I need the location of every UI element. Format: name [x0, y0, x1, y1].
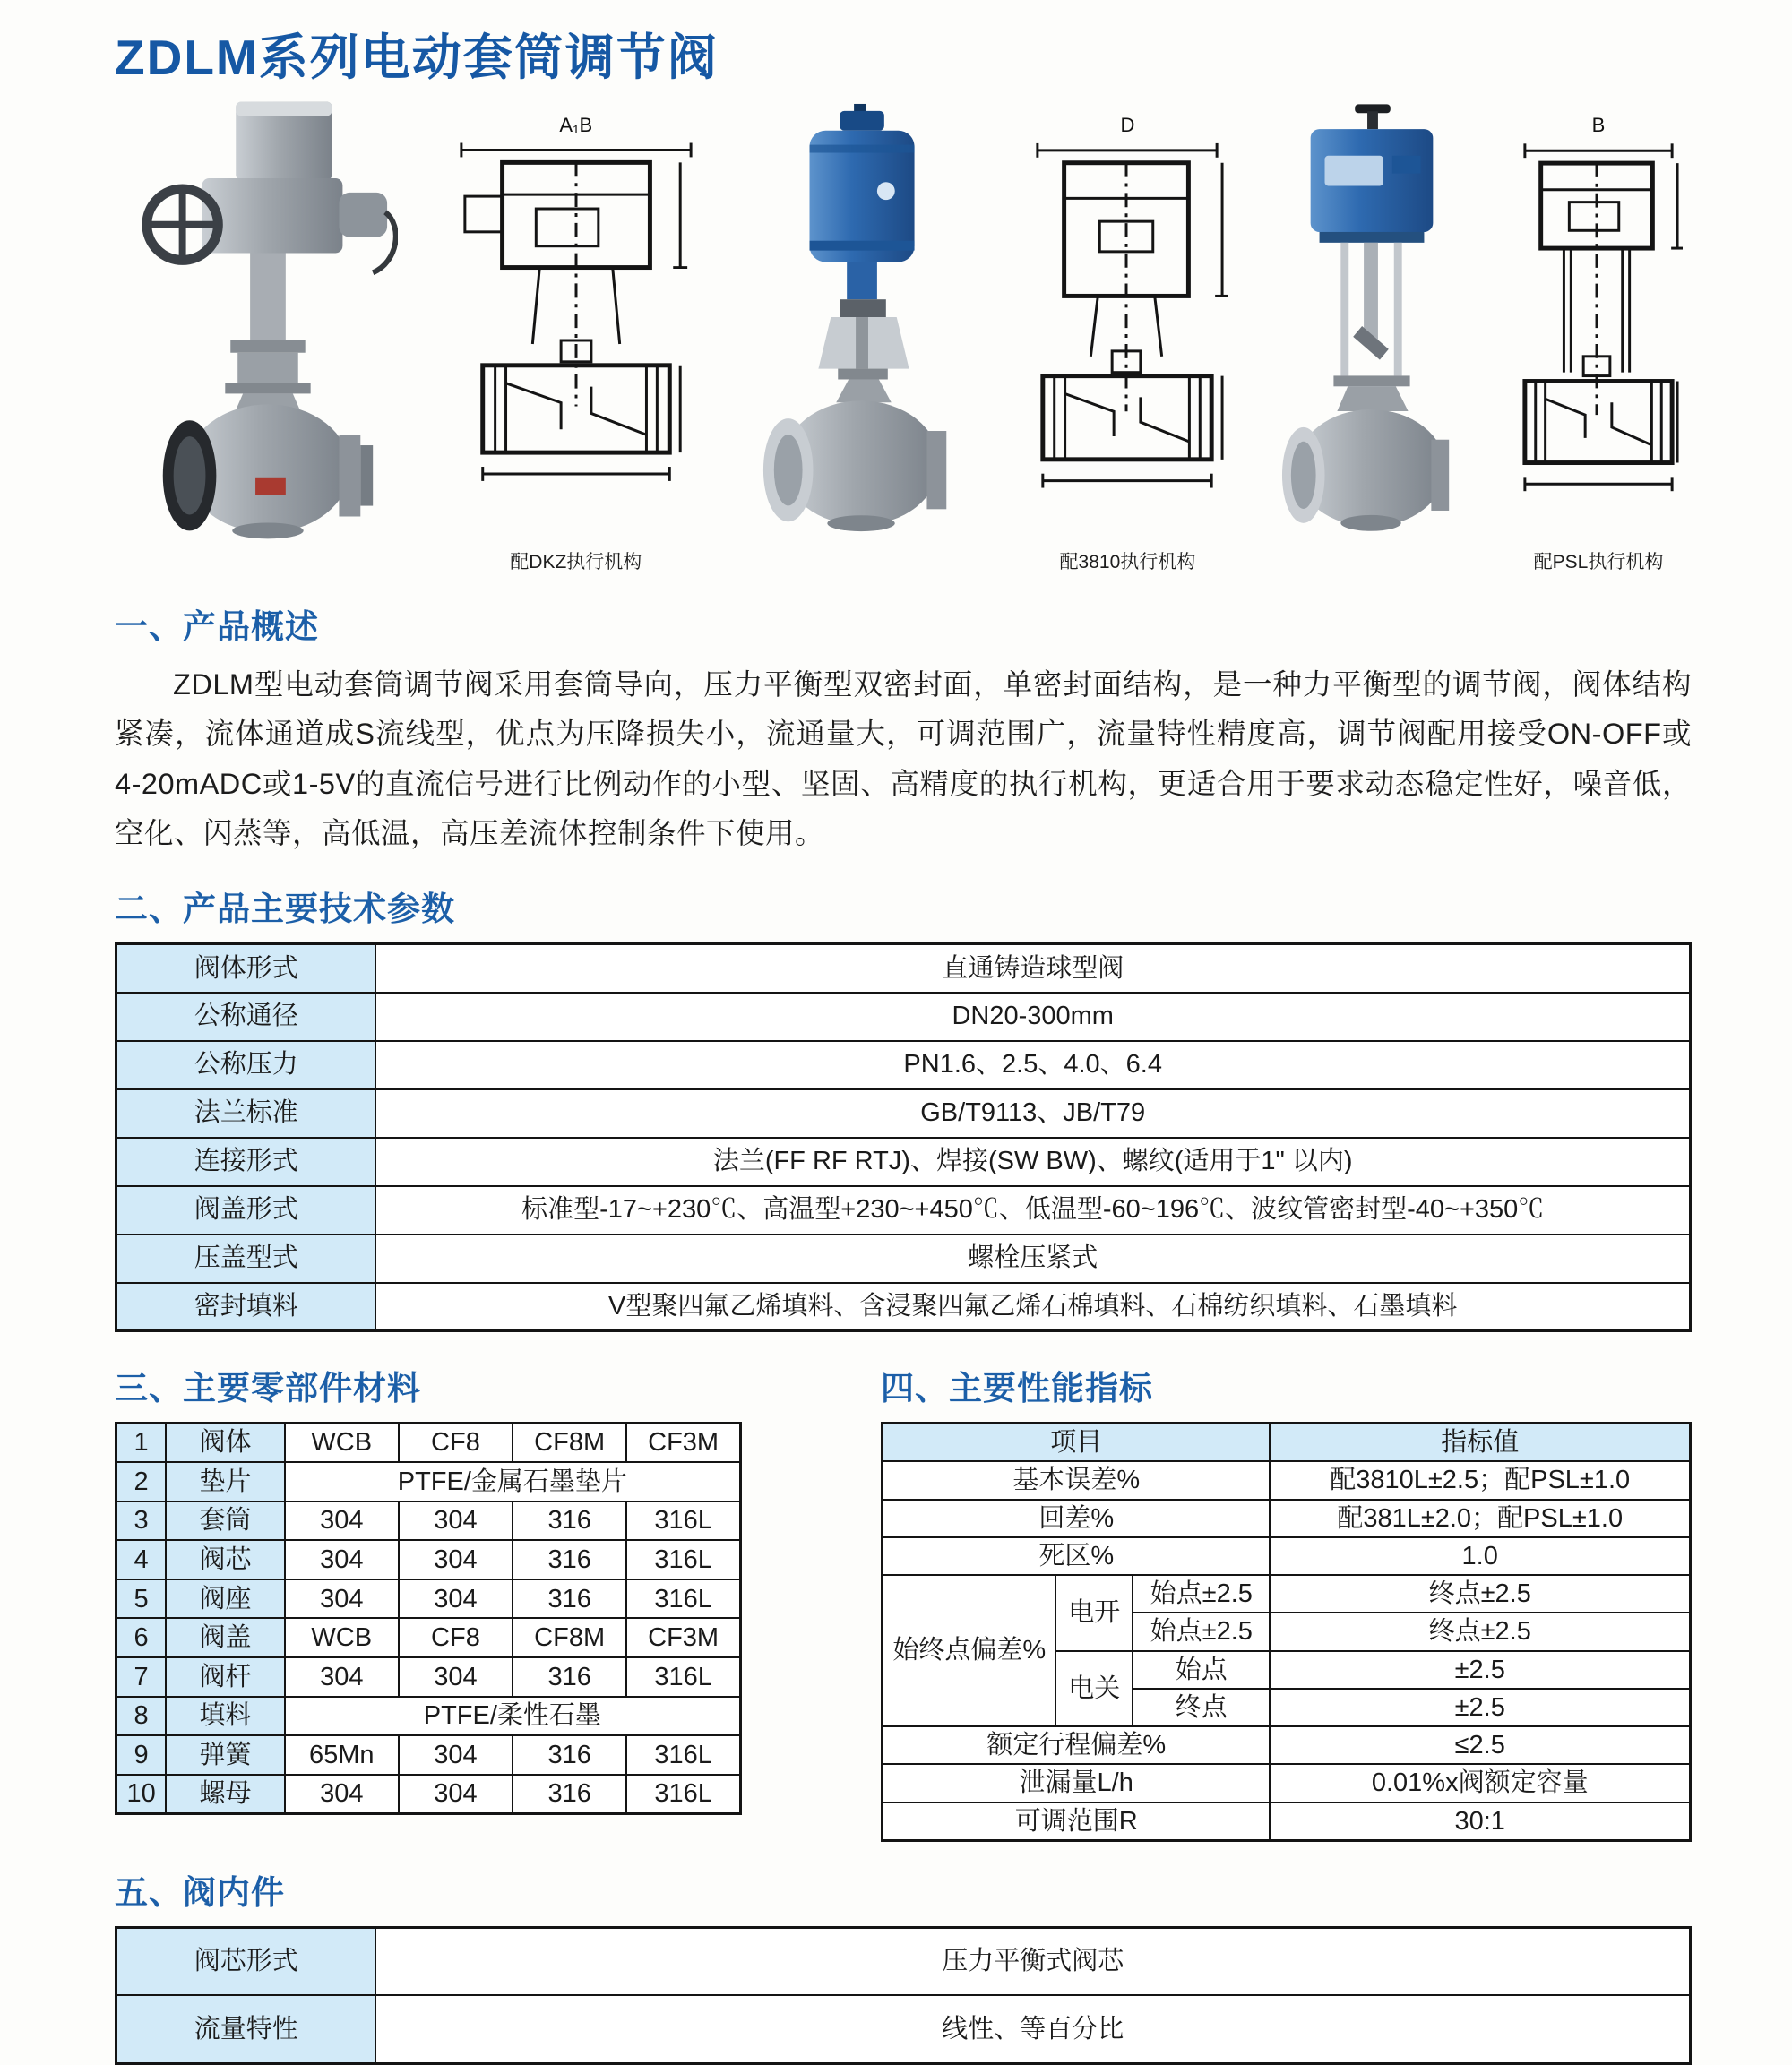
table-cell: ≤2.5 [1270, 1726, 1690, 1764]
table-cell: 316 [513, 1540, 626, 1579]
trim-table [115, 1926, 1692, 2065]
materials-column [115, 1338, 742, 1815]
table-cell: 304 [399, 1579, 513, 1619]
row-number-cell: 4 [116, 1540, 167, 1579]
performance-column [881, 1338, 1692, 1842]
mode-cell: 电关 [1055, 1651, 1133, 1727]
valve-drawing-psl-image [1514, 139, 1683, 540]
table-cell: 304 [399, 1657, 513, 1697]
table-cell: 标准型-17~+230℃、高温型+230~+450℃、低温型-60~196℃、波纹管密封型-40~+350℃ [375, 1186, 1690, 1235]
table-row [116, 1697, 741, 1736]
table-row [116, 1089, 1691, 1138]
table-cell: CF8 [399, 1618, 513, 1657]
row-number-cell: 5 [116, 1579, 167, 1619]
table-cell: 线性、等百分比 [375, 1995, 1690, 2063]
table-cell: PTFE/柔性石墨 [285, 1697, 741, 1736]
table-cell: 316 [513, 1657, 626, 1697]
table-row [116, 1283, 1691, 1331]
valve-photo-dkz [131, 94, 398, 576]
part-name-cell: 弹簧 [166, 1735, 284, 1775]
table-row [883, 1575, 1691, 1613]
row-number-cell: 6 [116, 1618, 167, 1657]
valve-photo-3810-image [754, 103, 977, 540]
row-label-cell: 连接形式 [116, 1138, 376, 1186]
valve-drawing-dkz-image [447, 139, 705, 540]
valve-drawing-psl [1514, 114, 1683, 576]
table-row [116, 1657, 741, 1697]
table-row [116, 1424, 741, 1463]
row-label-cell: 流量特性 [116, 1995, 376, 2063]
row-label-cell: 回差% [883, 1500, 1271, 1537]
table-cell: DN20-300mm [375, 993, 1690, 1041]
part-name-cell: 阀芯 [166, 1540, 284, 1579]
section1-heading: 一、产品概述 [115, 608, 319, 645]
column-header-item: 项目 [883, 1424, 1271, 1462]
row-label-cell: 死区% [883, 1537, 1271, 1575]
valve-drawing-dkz [447, 114, 705, 576]
table-cell: 304 [285, 1579, 399, 1619]
product-figures [115, 92, 1692, 576]
overview-paragraph: ZDLM型电动套筒调节阀采用套筒导向，压力平衡型双密封面，单密封面结构，是一种力平衡型的调节阀，阀体结构紧凑，流体通道成S流线型，优点为压降损失小，流通量大，可调范围广，流量特性精度高，调节阀配用接受ON-OFF或4-20mADC或1-5V的直流信号进行比例动作的小型、坚固、高精度的执行机构，更适合用于要求动态稳定性好，噪音低，空化、闪蒸等，高低温，高压差流体控制条件下使用。 [115, 668, 1692, 849]
row-label-cell: 公称通径 [116, 993, 376, 1041]
table-row [116, 1462, 741, 1501]
materials-table [115, 1422, 742, 1815]
table-row [883, 1537, 1691, 1575]
table-row [116, 1041, 1691, 1089]
row-label-cell: 公称压力 [116, 1041, 376, 1089]
sub-label-cell: 始点±2.5 [1133, 1613, 1270, 1650]
table-cell: 316 [513, 1579, 626, 1619]
table-row [883, 1803, 1691, 1841]
page-title: ZDLM系列电动套筒调节阀 [115, 30, 719, 85]
table-cell: 0.01%x阀额定容量 [1270, 1764, 1690, 1802]
valve-photo-3810 [754, 103, 977, 576]
performance-table [881, 1422, 1692, 1842]
table-cell: 配381L±2.0；配PSL±1.0 [1270, 1500, 1690, 1537]
column-header-value: 指标值 [1270, 1424, 1690, 1462]
table-row [116, 1501, 741, 1541]
table-cell: PN1.6、2.5、4.0、6.4 [375, 1041, 1690, 1089]
table-cell: 316L [626, 1540, 740, 1579]
table-row [116, 1540, 741, 1579]
row-label-cell: 阀盖形式 [116, 1186, 376, 1235]
table-cell: 配3810L±2.5；配PSL±1.0 [1270, 1461, 1690, 1499]
table-cell: 304 [399, 1501, 513, 1541]
row-label-cell: 压盖型式 [116, 1235, 376, 1283]
row-label-cell: 密封填料 [116, 1283, 376, 1331]
table-cell: 终点±2.5 [1270, 1575, 1690, 1613]
part-name-cell: 螺母 [166, 1775, 284, 1814]
table-row [116, 1618, 741, 1657]
table-cell: 304 [285, 1657, 399, 1697]
row-label-cell: 法兰标准 [116, 1089, 376, 1138]
table-cell: 304 [399, 1735, 513, 1775]
section2-heading: 二、产品主要技术参数 [115, 891, 455, 927]
table-row [883, 1764, 1691, 1802]
section3-heading: 三、主要零部件材料 [115, 1370, 421, 1407]
table-cell: 法兰(FF RF RTJ)、焊接(SW BW)、螺纹(适用于1" 以内) [375, 1138, 1690, 1186]
valve-photo-dkz-image [131, 94, 398, 540]
table-cell: CF8 [399, 1424, 513, 1463]
row-number-cell: 9 [116, 1735, 167, 1775]
table-row [116, 944, 1691, 993]
table-cell: 螺栓压紧式 [375, 1235, 1690, 1283]
row-label-cell: 额定行程偏差% [883, 1726, 1271, 1764]
table-row [116, 1927, 1691, 1995]
row-number-cell: 3 [116, 1501, 167, 1541]
row-number-cell: 8 [116, 1697, 167, 1736]
row-number-cell: 7 [116, 1657, 167, 1697]
part-name-cell: 垫片 [166, 1462, 284, 1501]
valve-photo-psl-image [1279, 103, 1465, 540]
mode-cell: 电开 [1055, 1575, 1133, 1651]
part-name-cell: 阀杆 [166, 1657, 284, 1697]
table-cell: 316L [626, 1735, 740, 1775]
table-cell: ±2.5 [1270, 1651, 1690, 1689]
figure-caption: 配PSL执行机构 [1533, 552, 1664, 572]
table-row [116, 1186, 1691, 1235]
row-number-cell: 2 [116, 1462, 167, 1501]
table-cell: V型聚四氟乙烯填料、含浸聚四氟乙烯石棉填料、石棉纺织填料、石墨填料 [375, 1283, 1690, 1331]
table-cell: CF8M [513, 1618, 626, 1657]
row-label-cell: 泄漏量L/h [883, 1764, 1271, 1802]
table-cell: 316 [513, 1501, 626, 1541]
sub-label-cell: 终点 [1133, 1689, 1270, 1726]
valve-drawing-3810 [1025, 114, 1229, 576]
section5-heading: 五、阀内件 [115, 1873, 285, 1911]
table-cell: CF3M [626, 1424, 740, 1463]
table-cell: GB/T9113、JB/T79 [375, 1089, 1690, 1138]
part-name-cell: 填料 [166, 1697, 284, 1736]
table-cell: 1.0 [1270, 1537, 1690, 1575]
table-cell: 30:1 [1270, 1803, 1690, 1841]
table-cell: 316L [626, 1657, 740, 1697]
two-column-block [115, 1338, 1692, 1842]
section4-heading: 四、主要性能指标 [881, 1370, 1153, 1407]
part-name-cell: 阀盖 [166, 1618, 284, 1657]
table-row [116, 1735, 741, 1775]
table-cell: 316L [626, 1501, 740, 1541]
table-cell: 304 [399, 1540, 513, 1579]
table-cell: WCB [285, 1618, 399, 1657]
table-row [116, 993, 1691, 1041]
table-row [116, 1775, 741, 1814]
part-name-cell: 阀体 [166, 1424, 284, 1463]
table-cell: 304 [285, 1540, 399, 1579]
part-name-cell: 阀座 [166, 1579, 284, 1619]
table-cell: 316 [513, 1735, 626, 1775]
table-cell: 316L [626, 1775, 740, 1814]
table-cell: 终点±2.5 [1270, 1613, 1690, 1650]
table-cell: 304 [399, 1775, 513, 1814]
dimension-label: B [1591, 114, 1606, 136]
sub-label-cell: 始点±2.5 [1133, 1575, 1270, 1613]
part-name-cell: 套筒 [166, 1501, 284, 1541]
table-cell: CF8M [513, 1424, 626, 1463]
table-row [883, 1424, 1691, 1462]
row-label-cell: 阀体形式 [116, 944, 376, 993]
valve-drawing-3810-image [1025, 139, 1229, 540]
table-row [883, 1461, 1691, 1499]
table-row [116, 1235, 1691, 1283]
table-cell: WCB [285, 1424, 399, 1463]
dimension-label: A₁B [559, 114, 593, 136]
table-cell: 304 [285, 1501, 399, 1541]
table-cell: 316 [513, 1775, 626, 1814]
table-row [883, 1500, 1691, 1537]
table-cell: CF3M [626, 1618, 740, 1657]
table-cell: 65Mn [285, 1735, 399, 1775]
table-cell: 304 [285, 1775, 399, 1814]
table-cell: 压力平衡式阀芯 [375, 1927, 1690, 1995]
table-cell: ±2.5 [1270, 1689, 1690, 1726]
table-row [116, 1995, 1691, 2063]
tech-params-table [115, 942, 1692, 1332]
table-row [883, 1726, 1691, 1764]
valve-photo-psl [1279, 103, 1465, 576]
sub-label-cell: 始点 [1133, 1651, 1270, 1689]
row-label-cell: 可调范围R [883, 1803, 1271, 1841]
row-label-cell: 阀芯形式 [116, 1927, 376, 1995]
row-number-cell: 1 [116, 1424, 167, 1463]
table-cell: PTFE/金属石墨垫片 [285, 1462, 741, 1501]
row-number-cell: 10 [116, 1775, 167, 1814]
figure-caption: 配DKZ执行机构 [510, 552, 642, 572]
row-label-cell: 基本误差% [883, 1461, 1271, 1499]
table-row [116, 1579, 741, 1619]
figure-caption: 配3810执行机构 [1059, 552, 1196, 572]
table-cell: 316L [626, 1579, 740, 1619]
dimension-label: D [1120, 114, 1135, 136]
table-cell: 直通铸造球型阀 [375, 944, 1690, 993]
table-row [116, 1138, 1691, 1186]
row-label-cell: 始终点偏差% [883, 1575, 1056, 1726]
